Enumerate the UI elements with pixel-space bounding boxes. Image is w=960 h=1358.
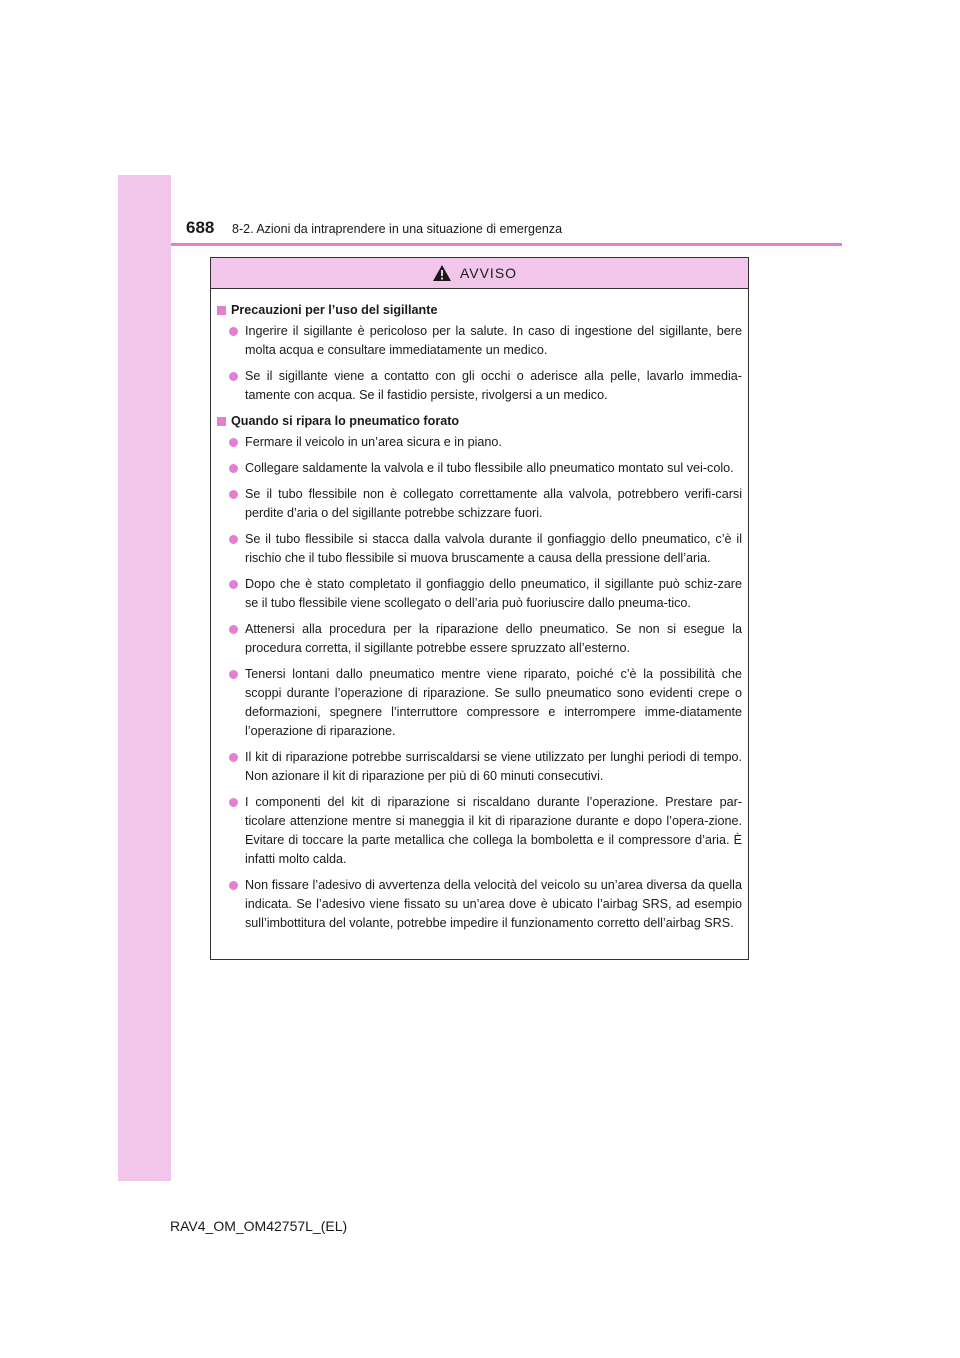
list-item-text: Ingerire il sigillante è pericoloso per la salute. In caso di ingestione del sigillante, bere molta acqua e consultare immediatamente un medico. bbox=[245, 324, 742, 357]
list-item-text: Tenersi lontani dallo pneumatico mentre viene riparato, poiché c’è la possibilità che scoppi durante l’operazione di riparazione. Se sullo pneumatico sono evidenti crepe o deformazioni, spegnere l’interruttore compressore e interrompere imme-diatamente l’operazione di riparazione. bbox=[245, 667, 742, 738]
circle-bullet-icon bbox=[229, 753, 238, 762]
section-heading-text: Quando si ripara lo pneumatico forato bbox=[231, 414, 460, 428]
circle-bullet-icon bbox=[229, 670, 238, 679]
list-item-text: Fermare il veicolo in un’area sicura e in piano. bbox=[245, 435, 502, 449]
page-number: 688 bbox=[186, 218, 215, 237]
circle-bullet-icon bbox=[229, 580, 238, 589]
warning-body bbox=[211, 289, 748, 933]
section-heading-text: Precauzioni per l’uso del sigillante bbox=[231, 303, 438, 317]
list-item bbox=[217, 485, 742, 523]
circle-bullet-icon bbox=[229, 881, 238, 890]
circle-bullet-icon bbox=[229, 327, 238, 336]
square-bullet-icon bbox=[217, 306, 226, 315]
list-item-text: Collegare saldamente la valvola e il tubo flessibile allo pneumatico montato sul vei-colo. bbox=[245, 461, 734, 475]
list-item bbox=[217, 530, 742, 568]
side-band bbox=[118, 175, 171, 1181]
circle-bullet-icon bbox=[229, 464, 238, 473]
list-item bbox=[217, 665, 742, 741]
list-item bbox=[217, 575, 742, 613]
list-item-text: Il kit di riparazione potrebbe surriscaldarsi se viene utilizzato per lunghi periodi di tempo. Non azionare il kit di riparazione per più di 60 minuti consecutivi. bbox=[245, 750, 742, 783]
list-item bbox=[217, 367, 742, 405]
list-item-text: Se il sigillante viene a contatto con gli occhi o aderisce alla pelle, lavarlo immedia-tamente con acqua. Se il fastidio persiste, rivolgersi a un medico. bbox=[245, 369, 742, 402]
section-heading bbox=[217, 301, 742, 320]
warning-triangle-icon bbox=[432, 264, 452, 282]
list-item bbox=[217, 433, 742, 452]
list-item bbox=[217, 876, 742, 933]
list-item-text: Se il tubo flessibile non è collegato correttamente alla valvola, potrebbero verifi-carsi perdite d’aria o del sigillante potrebbe schizzare fuori. bbox=[245, 487, 742, 520]
section-heading bbox=[217, 412, 742, 431]
warning-label: AVVISO bbox=[459, 265, 518, 281]
list-item-text: Se il tubo flessibile si stacca dalla valvola durante il gonfiaggio dello pneumatico, c’è il rischio che il tubo flessibile si muova bruscamente a causa della pressione dell’aria. bbox=[245, 532, 742, 565]
document-code: RAV4_OM_OM42757L_(EL) bbox=[170, 1218, 348, 1234]
list-item-text: Non fissare l’adesivo di avvertenza della velocità del veicolo su un’area diversa da quella indicata. Se l’adesivo viene fissato su un’area dove è ubicato l’airbag SRS, ad esempio sull’imbottitura del volante, potrebbe impedire il funzionamento corretto dell’airbag SRS. bbox=[245, 878, 742, 930]
circle-bullet-icon bbox=[229, 625, 238, 634]
circle-bullet-icon bbox=[229, 372, 238, 381]
list-item-text: Dopo che è stato completato il gonfiaggio dello pneumatico, il sigillante può schiz-zare se il tubo flessibile viene scollegato o dell’aria può fuoriuscire dallo pneuma-tico. bbox=[245, 577, 742, 610]
list-item-text: Attenersi alla procedura per la riparazione dello pneumatico. Se non si esegue la procedura corretta, il sigillante potrebbe essere spruzzato all’esterno. bbox=[245, 622, 742, 655]
list-item bbox=[217, 748, 742, 786]
square-bullet-icon bbox=[217, 417, 226, 426]
warning-box bbox=[210, 257, 749, 960]
circle-bullet-icon bbox=[229, 490, 238, 499]
list-item bbox=[217, 322, 742, 360]
warning-header bbox=[211, 258, 748, 289]
circle-bullet-icon bbox=[229, 535, 238, 544]
list-item bbox=[217, 459, 742, 478]
section-title: 8-2. Azioni da intraprendere in una situazione di emergenza bbox=[232, 222, 563, 236]
circle-bullet-icon bbox=[229, 798, 238, 807]
circle-bullet-icon bbox=[229, 438, 238, 447]
list-item bbox=[217, 793, 742, 869]
header-rule bbox=[171, 243, 842, 246]
list-item bbox=[217, 620, 742, 658]
list-item-text: I componenti del kit di riparazione si riscaldano durante l’operazione. Prestare par-ticolare attenzione mentre si maneggia il kit di riparazione durante e dopo l’opera-zione. Evitare di toccare la parte metallica che collega la bomboletta e il compressore d’aria. È infatti molto calda. bbox=[245, 795, 742, 866]
